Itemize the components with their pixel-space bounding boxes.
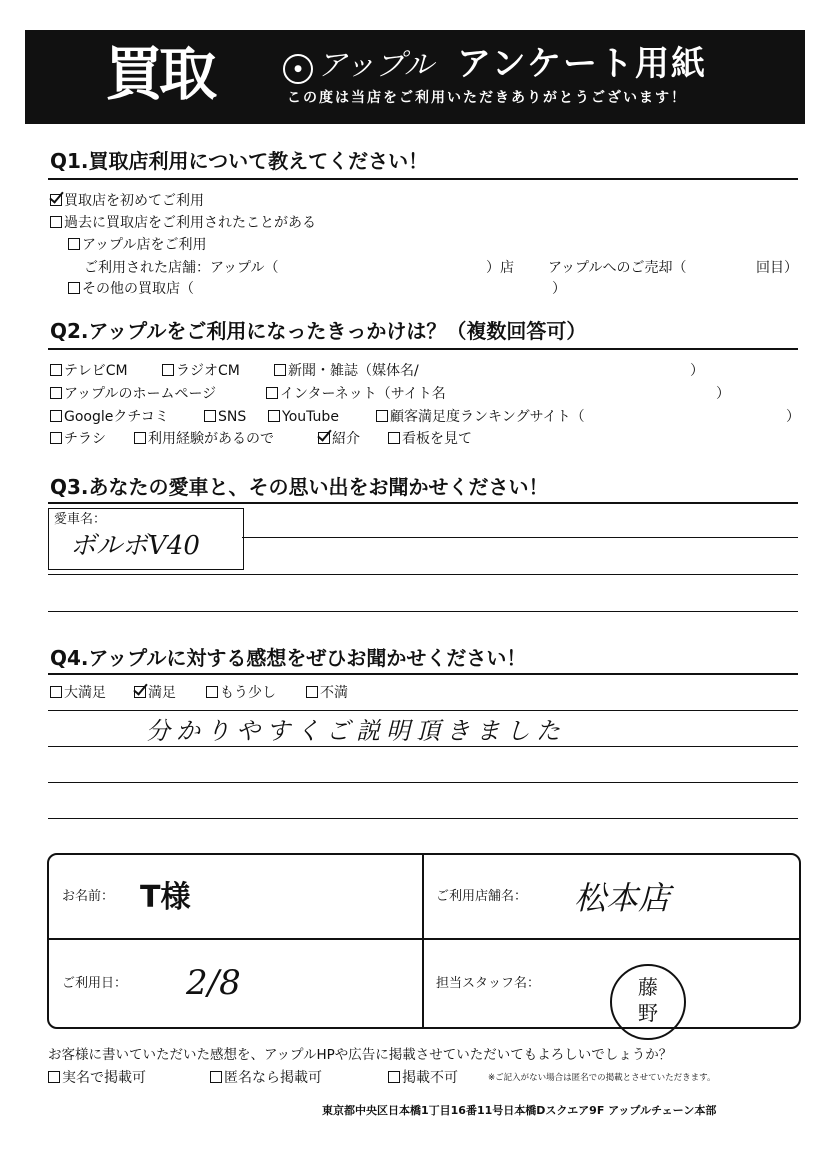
q1-option-apple-store[interactable]: アップル店をご利用 bbox=[68, 236, 206, 254]
checkbox-icon[interactable] bbox=[204, 410, 216, 422]
consent-note: ※ご記入がない場合は匿名での掲載とさせていただきます。 bbox=[488, 1073, 716, 1083]
q2-divider bbox=[48, 348, 798, 350]
q2-option-radio-cm[interactable]: ラジオCM bbox=[162, 362, 240, 380]
q2-option-tv-cm[interactable]: テレビCM bbox=[50, 362, 128, 380]
info-box-divider bbox=[47, 938, 799, 940]
q2-option-homepage[interactable]: アップルのホームページ bbox=[50, 385, 216, 403]
q4-rating-very-satisfied[interactable]: 大満足 bbox=[50, 684, 106, 702]
stamp-char: 野 bbox=[638, 1001, 658, 1025]
q1-sale-count-suffix: 回目） bbox=[756, 260, 798, 276]
q1-option-other[interactable]: その他の買取店（ bbox=[68, 280, 194, 298]
q2-option-ranking-site[interactable]: 顧客満足度ランキングサイト（ bbox=[376, 408, 585, 426]
q3-writing-line bbox=[242, 537, 798, 538]
q3-heading: Q3.あなたの愛車と、その思い出をお聞かせください！ bbox=[50, 475, 549, 499]
q1-heading: Q1.買取店利用について教えてください！ bbox=[50, 149, 429, 173]
q2-option-past-use[interactable]: 利用経験があるので bbox=[134, 430, 274, 448]
checkbox-checked-icon[interactable] bbox=[134, 686, 146, 698]
car-name-handwritten: ボルボV40 bbox=[70, 531, 200, 561]
q2-option-sns[interactable]: SNS bbox=[204, 408, 246, 426]
brand-name: アップル bbox=[317, 48, 434, 83]
q4-writing-line bbox=[48, 710, 798, 711]
checkbox-icon[interactable] bbox=[388, 1071, 400, 1083]
date-value-handwritten[interactable]: 2/8 bbox=[186, 963, 241, 1003]
checkbox-icon[interactable] bbox=[266, 387, 278, 399]
consent-question: お客様に書いていただいた感想を、アップルHPや広告に掲載させていただいてもよろしいでしょうか？ bbox=[48, 1047, 673, 1063]
name-value[interactable]: T様 bbox=[140, 880, 191, 915]
checkbox-icon[interactable] bbox=[50, 686, 62, 698]
q2-option-youtube[interactable]: YouTube bbox=[268, 408, 339, 426]
q4-rating-somewhat[interactable]: もう少し bbox=[206, 684, 276, 702]
staff-name-stamp bbox=[610, 964, 686, 1040]
q3-writing-line bbox=[48, 611, 798, 612]
q2-option-google-reviews[interactable]: Googleクチコミ bbox=[50, 408, 169, 426]
consent-option-anonymous[interactable]: 匿名なら掲載可 bbox=[210, 1069, 322, 1087]
q4-rating-unsatisfied[interactable]: 不満 bbox=[306, 684, 348, 702]
checkbox-icon[interactable] bbox=[68, 282, 80, 294]
kaitori-logo-text: 買取 bbox=[105, 40, 214, 108]
staff-label: 担当スタッフ名： bbox=[436, 976, 541, 991]
q1-other-close: ） bbox=[552, 281, 566, 297]
header-banner bbox=[25, 30, 805, 124]
header-subtitle: この度は当店をご利用いただきありがとうございます！ bbox=[287, 90, 687, 106]
form-title: アンケート用紙 bbox=[457, 44, 707, 84]
q2-option-newspaper[interactable]: 新聞・雑誌（媒体名/ bbox=[274, 362, 419, 380]
q2-option-flyer[interactable]: チラシ bbox=[50, 430, 106, 448]
footer-address: 東京都中央区日本橋1丁目16番11号日本橋Dスクエア9F アップルチェーン本部 bbox=[322, 1104, 717, 1117]
consent-option-not-allowed[interactable]: 掲載不可 bbox=[388, 1069, 458, 1087]
q1-store-line-prefix: ご利用された店舗：アップル（ bbox=[84, 260, 279, 276]
q4-writing-line bbox=[48, 818, 798, 819]
checkbox-icon[interactable] bbox=[274, 364, 286, 376]
consent-option-real-name[interactable]: 実名で掲載可 bbox=[48, 1069, 146, 1087]
name-label: お名前： bbox=[62, 889, 115, 904]
q1-option-previous[interactable]: 過去に買取店をご利用されたことがある bbox=[50, 214, 316, 232]
q2-row1-close: ） bbox=[690, 363, 704, 379]
checkbox-checked-icon[interactable] bbox=[50, 194, 62, 206]
car-name-label: 愛車名： bbox=[54, 512, 107, 527]
q4-comment-handwritten: 分かりやすくご説明頂きました bbox=[146, 717, 566, 745]
checkbox-icon[interactable] bbox=[50, 432, 62, 444]
checkbox-icon[interactable] bbox=[210, 1071, 222, 1083]
stamp-char: 藤 bbox=[638, 975, 658, 999]
q3-writing-line bbox=[48, 574, 798, 575]
q2-row2-close: ） bbox=[716, 386, 730, 402]
store-value-handwritten[interactable]: 松本店 bbox=[574, 879, 671, 917]
checkbox-icon[interactable] bbox=[162, 364, 174, 376]
q2-option-signboard[interactable]: 看板を見て bbox=[388, 430, 472, 448]
checkbox-icon[interactable] bbox=[68, 238, 80, 250]
checkbox-icon[interactable] bbox=[50, 364, 62, 376]
checkbox-icon[interactable] bbox=[50, 216, 62, 228]
checkbox-icon[interactable] bbox=[50, 410, 62, 422]
info-box-divider bbox=[422, 853, 424, 1027]
q2-option-internet[interactable]: インターネット（サイト名 bbox=[266, 385, 446, 403]
checkbox-icon[interactable] bbox=[388, 432, 400, 444]
q1-divider bbox=[48, 178, 798, 180]
q1-sale-count-prefix: アップルへのご売却（ bbox=[548, 260, 687, 276]
checkbox-icon[interactable] bbox=[268, 410, 280, 422]
q4-rating-satisfied[interactable]: 満足 bbox=[134, 684, 176, 702]
brand-logo-icon: ● bbox=[283, 54, 313, 84]
q4-divider bbox=[48, 673, 798, 675]
q2-row3-close: ） bbox=[786, 409, 800, 425]
date-label: ご利用日： bbox=[62, 976, 128, 991]
q4-writing-line bbox=[48, 782, 798, 783]
checkbox-icon[interactable] bbox=[206, 686, 218, 698]
checkbox-icon[interactable] bbox=[48, 1071, 60, 1083]
q4-heading: Q4.アップルに対する感想をぜひお聞かせください！ bbox=[50, 646, 527, 670]
checkbox-checked-icon[interactable] bbox=[318, 432, 330, 444]
store-label: ご利用店舗名： bbox=[436, 889, 528, 904]
checkbox-icon[interactable] bbox=[134, 432, 146, 444]
checkbox-icon[interactable] bbox=[376, 410, 388, 422]
q1-option-first-time[interactable]: 買取店を初めてご利用 bbox=[50, 192, 204, 210]
q4-writing-line bbox=[48, 746, 798, 747]
q1-store-line-suffix: ）店 bbox=[486, 260, 514, 276]
q2-heading: Q2.アップルをご利用になったきっかけは？（複数回答可） bbox=[50, 319, 587, 343]
checkbox-icon[interactable] bbox=[306, 686, 318, 698]
q2-option-referral[interactable]: 紹介 bbox=[318, 430, 360, 448]
q3-divider bbox=[48, 502, 798, 504]
checkbox-icon[interactable] bbox=[50, 387, 62, 399]
